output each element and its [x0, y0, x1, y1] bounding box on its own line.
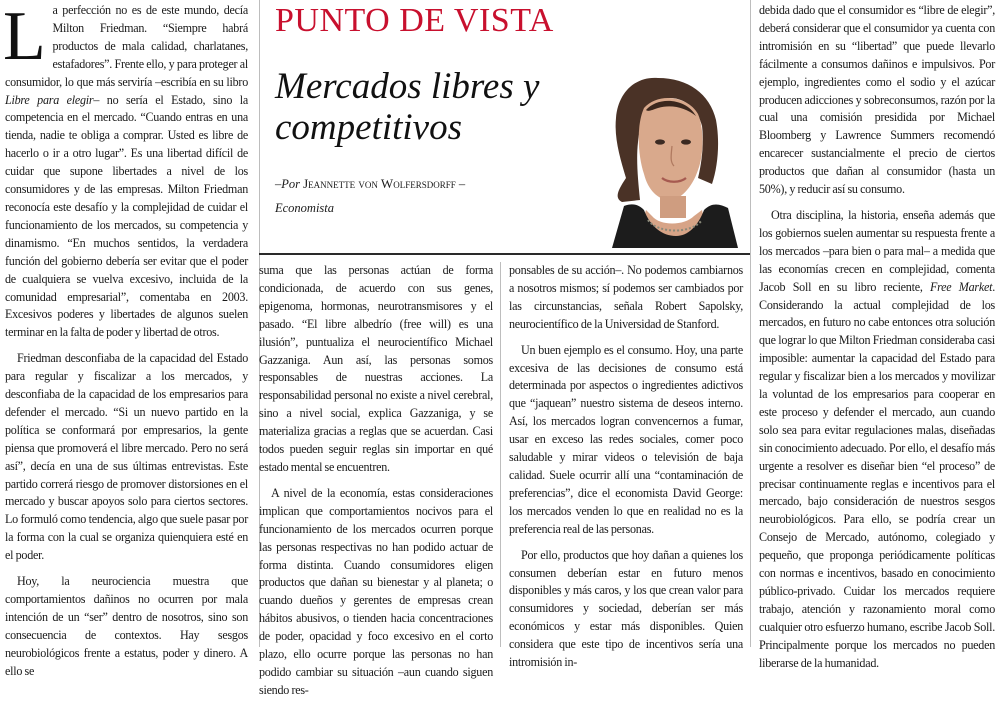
author-role: Economista — [275, 201, 335, 215]
book-title: Libre para elegir — [5, 92, 94, 107]
paragraph: Friedman desconfiaba de la capacidad del Estado para regular y fiscalizar a los mercados, y desconfiaba de la capacidad de los empresarios para defender el mercado. “Si un nuevo partido en la política se conformará por empresarios, la gente piensa que promoverá el libre mercado. Pero no será así”, decía en una de sus últimas entrevistas. Este partido correrá riesgo de promover distorsiones en el mercado y buscar apoyos solo para ciertos sectores. Lo formuló como tendencia, algo que suele pasar por la forma con la cual se organiza quienquiera esté en el poder. — [5, 351, 248, 563]
header-rule — [259, 253, 750, 255]
article-column-1 — [5, 2, 248, 689]
author-name: Jeannette von Wolfersdorff — [303, 176, 456, 191]
article-column-4 — [759, 2, 995, 681]
paragraph: debida dado que el consumidor es “libre de elegir”, deberá considerar que el consumidor ya cuenta con intromisión en su “libertad” que puede llevarlo fácilmente a consumos dañinos e impulsivos. Por ejemplo, ingredientes como el sodio y el azúcar producen adicciones y sobreconsumos, razón por la cual una comisión presidida por Michael Bloomberg y Lawrence Summers recomendó encarecer sustancialmente el precio de ciertos productos que dañan al consumidor (hasta un 50%), y reducir así su consumo. — [759, 3, 995, 197]
book-title: Free Market — [930, 279, 993, 294]
paragraph: A nivel de la economía, estas consideraciones implican que comportamientos nocivos para el funcionamiento de los mercados ocurren porque las personas respectivas no han podido actuar de forma distinta. Cuando consumidores eligen productos que dañan su bienestar y al planeta; o cuando dueños y gerentes de empresas crean hábitos abusivos, o tienden hacia concentraciones de poder, opacidad y foco excesivo en el corto plazo, ello ocurre porque las personas no han podido cambiar su situación –aun cuando siguen siendo res- — [259, 485, 493, 697]
column-divider — [500, 262, 501, 647]
paragraph: suma que las personas actúan de forma condicionada, de acuerdo con sus genes, epigenoma, hormonas, neurotransmisores y el pasado. “El libre albedrío (free will) es una ilusión”, puntualiza el neurocientífico Michael Gazzaniga. Aun así, las personas somos responsables de nuestras acciones. La responsabilidad personal no existe a nivel cerebral, sino a nivel social, explica Gazzaniga, y se materializa gracias a reglas que se acuerdan. Casi todos pueden seguir reglas sin importar en qué estado mental se encuentren. — [259, 263, 493, 474]
headline: Mercados libres y competitivos — [275, 66, 540, 148]
paragraph: ponsables de su acción–. No podemos cambiarnos a nosotros mismos; sí podemos ser cambiados por las circunstancias, señala Robert Sapolsky, neurocientífico de la Universidad de Stanford. — [509, 263, 743, 331]
drop-cap: L — [3, 0, 46, 75]
paragraph: Por ello, productos que hoy dañan a quienes los consumen deberían estar en futuro menos disponibles y más caros, y los que crean valor para consumidores y sociedad, deberían ser más económicos y estar más disponibles. Quien considera que este tipo de incentivos sería una intromisión in- — [509, 547, 743, 670]
paragraph: Un buen ejemplo es el consumo. Hoy, una parte excesiva de las decisiones de consumo está determinada por aspectos o ingredientes adictivos que “jaquean” nuestro sistema de deseos interno. Así, los mercados logran convencernos a fumar, usar en exceso las redes sociales, comer poco saludable y mirar videos o televisión de baja calidad. Suele ocurrir allí una “contaminación de preferencias”, dice el economista David George: los mercados venden lo que en realidad no es la preferencia real de las personas. — [509, 342, 743, 536]
article-column-3 — [509, 262, 743, 680]
paragraph: Otra disciplina, la historia, enseña además que los gobiernos suelen aumentar su respuesta frente a los mercados –para bien o para mal– a medida que las economías crecen en complejidad, comenta Jacob Soll en su libro reciente, Free Market. Considerando la actual complejidad de los mercados, en futuro no cabe entonces otra solución que lograr lo que Milton Friedman consideraba casi imposible: aumentar la capacidad del Estado para regular y fiscalizar bien a los mercados y movilizar la voluntad de los empresarios para cooperar en este proceso y defender el mercado, aun cuando solo sea para evitar regulaciones malas, diseñadas sin conocimiento adecuado. Por ello, el desafío más urgente a resolver es diseñar bien “el proceso” de precisar continuamente reglas e incentivos para el mercado, bajo consideración de nuestros sesgos neurobiológicos. Para ello, se podría crear un Consejo de Mercado, autónomo, colegiado y pequeño, que proponga periódicamente políticas con normas e incentivos, basado en conocimiento público-privado. Cuidar los mercados requiere trabajo, atención y razonamiento moral como cualquier otro esfuerzo humano, escribe Jacob Soll. Principalmente porque los mercados no pueden liberarse de la humanidad. — [759, 207, 995, 670]
byline — [275, 176, 595, 192]
section-title: PUNTO DE VISTA — [275, 2, 554, 39]
paragraph: Hoy, la neurociencia muestra que comportamientos dañinos no ocurren por mala intención de un “ser” dentro de nosotros, sino son consecuencia de contextos. Hay sesgos neurobiológicos frente a estatus, poder y dinero. A ello se — [5, 574, 248, 678]
column-divider — [750, 0, 751, 647]
byline-suffix: – — [458, 177, 466, 191]
byline-prefix: –Por — [275, 177, 300, 191]
author-portrait — [588, 70, 744, 248]
article-column-2 — [259, 262, 493, 708]
paragraph: La perfección no es de este mundo, decía Milton Friedman. “Siempre habrá productos de mala calidad, charlatanes, estafadores”. Frente ello, y para proteger al consumidor, lo que más serviría –escribía en su libro Libre para elegir– no sería el Estado, sino la competencia en el mercado. “Cuando entras en una tienda, nadie te obliga a comprar. Usted es libre de hacerlo o ir a otro lugar”. Es una libertad difícil de cuidar que supone libertades a nivel de los consumidores y de las empresas. Milton Friedman reconocía este desafío y la complejidad de cuidar el funcionamiento de los mercados, su competencia y dinamismo. “En muchos sentidos, la verdadera función del gobierno debería ser evitar que el poder de cualquiera se vuelva excesivo, incluida de la comunidad empresarial”, comentaba en 2003. Excesivos poderes y libertades de algunos suelen terminar en la falta de poder y libertad de otros. — [3, 0, 249, 340]
